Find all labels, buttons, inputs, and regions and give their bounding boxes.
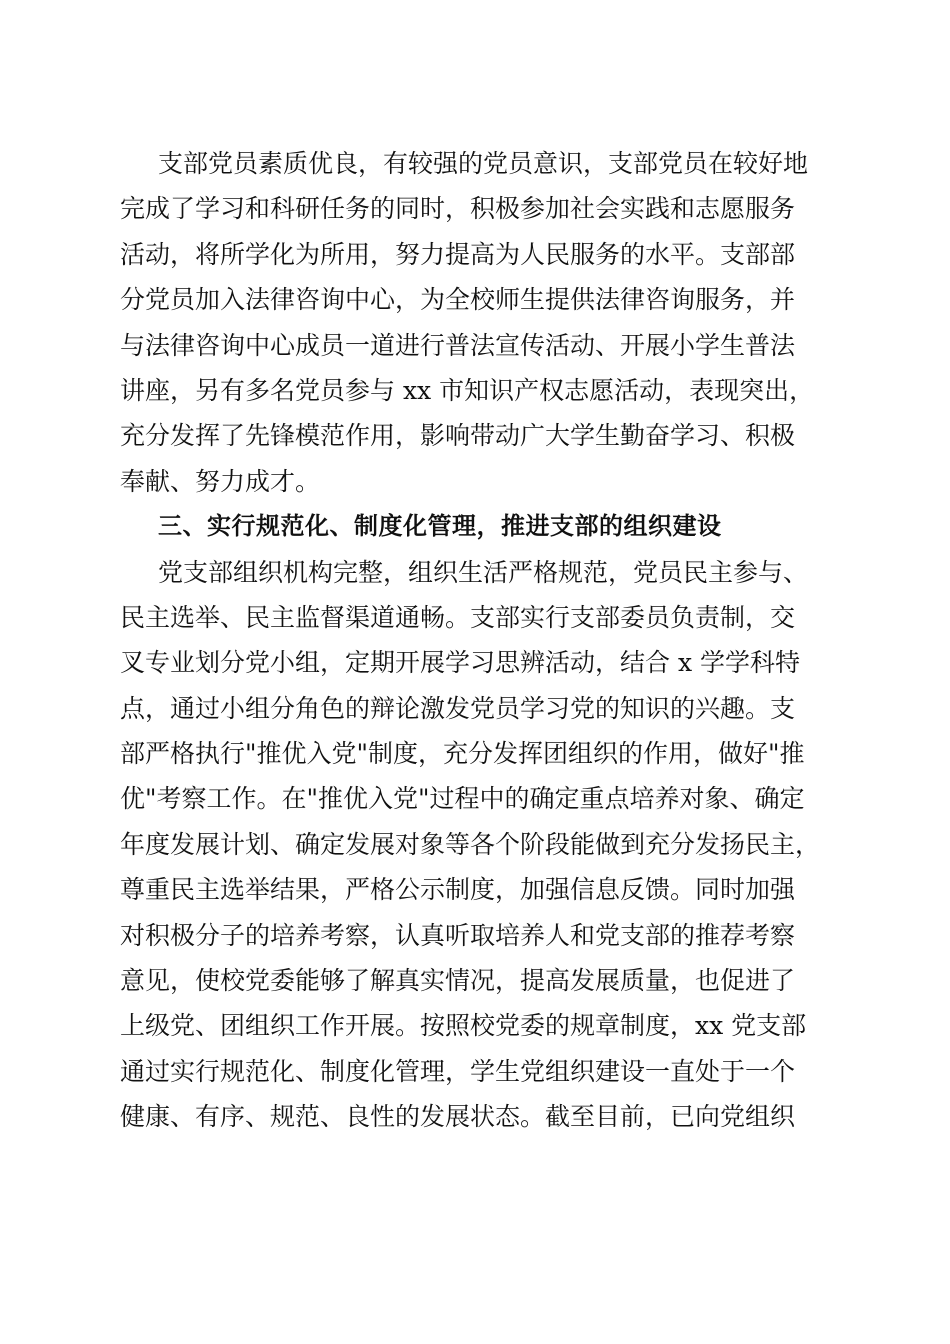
text-line: 活动，将所学化为所用，努力提高为人民服务的水平。支部部	[120, 239, 796, 269]
text-line: 尊重民主选举结果，严格公示制度，加强信息反馈。同时加强	[120, 875, 796, 905]
text-line: 意见，使校党委能够了解真实情况，提高发展质量，也促进了	[120, 966, 796, 996]
text-line: 奉献、努力成才。	[120, 466, 321, 496]
text-line: 点，通过小组分角色的辩论激发党员学习党的知识的兴趣。支	[120, 693, 796, 723]
paragraph-party-members-quality	[120, 141, 832, 504]
text-line: 支部党员素质优良，有较强的党员意识，支部党员在较好地	[158, 149, 809, 178]
body-text	[120, 141, 832, 1140]
text-line: 年度发展计划、确定发展对象等各个阶段能做到充分发扬民主，	[120, 829, 821, 859]
text-line: 民主选举、民主监督渠道通畅。支部实行支部委员负责制，交	[120, 602, 796, 632]
text-line: 对积极分子的培养考察，认真听取培养人和党支部的推荐考察	[120, 920, 796, 950]
text-line: 上级党、团组织工作开展。按照校党委的规章制度，xx 党支部	[120, 1011, 807, 1041]
paragraph-organization-building	[120, 550, 832, 1140]
text-line: 健康、有序、规范、良性的发展状态。截至目前，已向党组织	[120, 1102, 796, 1132]
text-line: 部严格执行"推优入党"制度，充分发挥团组织的作用，做好"推	[120, 739, 805, 769]
text-line: 优"考察工作。在"推优入党"过程中的确定重点培养对象、确定	[120, 784, 805, 814]
text-line: 分党员加入法律咨询中心，为全校师生提供法律咨询服务，并	[120, 285, 796, 315]
text-line: 党支部组织机构完整，组织生活严格规范，党员民主参与、	[158, 557, 809, 587]
text-line: 完成了学习和科研任务的同时，积极参加社会实践和志愿服务	[120, 194, 796, 224]
text-line: 与法律咨询中心成员一道进行普法宣传活动、开展小学生普法	[120, 330, 796, 360]
text-line: 讲座，另有多名党员参与 xx 市知识产权志愿活动，表现突出，	[120, 375, 815, 405]
text-line: 充分发挥了先锋模范作用，影响带动广大学生勤奋学习、积极	[120, 421, 796, 451]
text-line: 通过实行规范化、制度化管理，学生党组织建设一直处于一个	[120, 1056, 796, 1086]
text-line: 叉专业划分党小组，定期开展学习思辨活动，结合 x 学学科特	[120, 648, 800, 678]
section-heading: 三、实行规范化、制度化管理，推进支部的组织建设	[158, 512, 722, 541]
